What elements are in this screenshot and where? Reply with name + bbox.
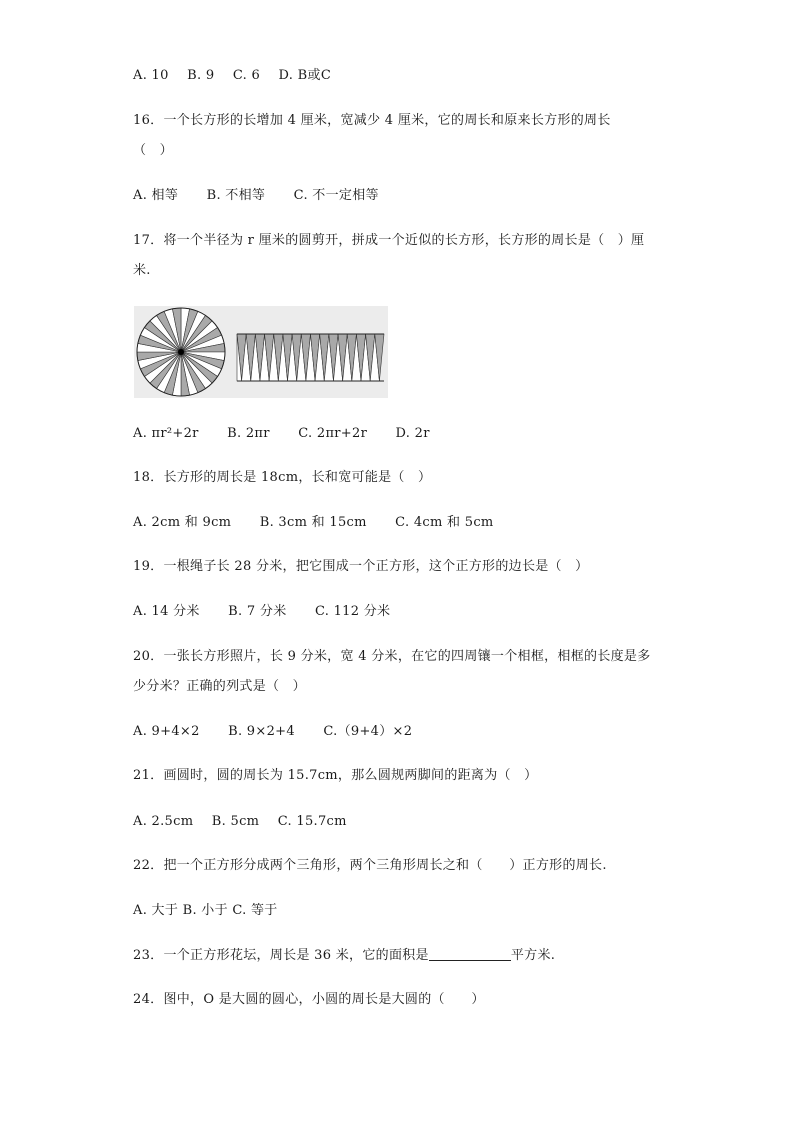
rearranged-rectangle [237,334,384,381]
q15-option-d: D. B或C [278,68,332,83]
q19-option-b: B. 7 分米 [228,604,287,619]
q17-stem-line1: 17．将一个半径为 r 厘米的圆剪开，拼成一个近似的长方形，长方形的周长是（ ）厘 [133,233,645,248]
q17-figure-svg [134,306,388,398]
q17-option-c: C. 2πr+2r [298,426,368,441]
q17-option-d: D. 2r [395,426,430,441]
q17-option-a: A. πr²+2r [133,426,199,441]
q18-option-b: B. 3cm 和 15cm [259,515,367,530]
q20-options [133,724,426,740]
q19-stem: 19．一根绳子长 28 分米，把它围成一个正方形，这个正方形的边长是（ ） [133,559,589,574]
q15-option-b: B. 9 [187,68,215,83]
cut-circle [137,308,225,396]
q21-option-a: A. 2.5cm [133,814,194,829]
q16-stem-line1: 16．一个长方形的长增加 4 厘米，宽减少 4 厘米，它的周长和原来长方形的周长 [133,113,611,128]
q20-option-c: C.（9+4）×2 [323,724,413,739]
q16-option-c: C. 不一定相等 [293,188,379,203]
q22-options: A. 大于 B. 小于 C. 等于 [133,903,278,918]
q21-stem: 21．画圆时，圆的周长为 15.7cm，那么圆规两脚间的距离为（ ） [133,768,538,783]
q20-stem-line1: 20．一张长方形照片，长 9 分米，宽 4 分米，在它的四周镶一个相框，相框的长度是多 [133,649,651,664]
q16-stem-line2: （ ） [133,143,173,158]
q20-option-b: B. 9×2+4 [228,724,295,739]
q19-options [133,604,404,620]
q23-stem-after: 平方米. [510,948,556,963]
q17-stem-line2: 米. [133,263,151,278]
q17-figure [134,306,388,398]
q16-options [133,188,393,204]
q23-stem-before: 23．一个正方形花坛，周长是 36 米，它的面积是 [133,948,429,963]
q18-stem: 18．长方形的周长是 18cm，长和宽可能是（ ） [133,470,432,485]
q17-options [133,426,444,442]
q21-option-b: B. 5cm [211,814,260,829]
q21-option-c: C. 15.7cm [277,814,347,829]
q19-option-c: C. 112 分米 [314,604,391,619]
q16-option-a: A. 相等 [133,188,179,203]
q18-option-c: C. 4cm 和 5cm [395,515,494,530]
q18-option-a: A. 2cm 和 9cm [133,515,232,530]
q15-option-a: A. 10 [133,68,169,83]
q23-stem [133,947,555,964]
q17-option-b: B. 2πr [227,426,270,441]
q16-option-b: B. 不相等 [206,188,266,203]
q22-stem: 22．把一个正方形分成两个三角形，两个三角形周长之和（ ）正方形的周长. [133,858,607,873]
q15-option-c: C. 6 [232,68,261,83]
q18-options [133,515,508,531]
q19-option-a: A. 14 分米 [133,604,200,619]
circle-center [178,349,184,355]
q21-options [133,814,361,830]
q20-stem-line2: 少分米？正确的列式是（ ） [133,679,306,694]
q24-stem: 24．图中，O 是大圆的圆心，小圆的周长是大圆的（ ） [133,992,485,1007]
q23-answer-blank [429,947,511,961]
q20-option-a: A. 9+4×2 [133,724,200,739]
q15-options [133,68,345,84]
